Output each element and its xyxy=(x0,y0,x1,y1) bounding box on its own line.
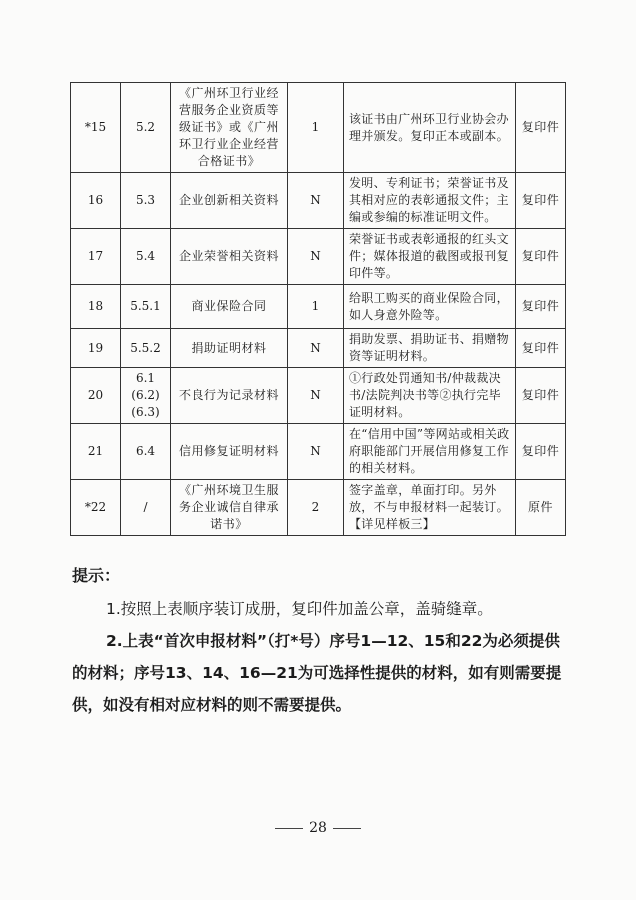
page-number-dash-right xyxy=(333,828,361,829)
cell-number: 19 xyxy=(71,329,121,368)
materials-table xyxy=(70,82,566,536)
cell-description: 捐助发票、捐助证书、捐赠物资等证明材料。 xyxy=(344,329,516,368)
cell-number: *15 xyxy=(71,83,121,173)
cell-number: 17 xyxy=(71,229,121,285)
table-row xyxy=(71,480,566,536)
cell-quantity: 1 xyxy=(288,83,344,173)
cell-copy-type: 复印件 xyxy=(516,83,566,173)
table-row xyxy=(71,368,566,424)
table-row xyxy=(71,229,566,285)
cell-copy-type: 复印件 xyxy=(516,368,566,424)
cell-number: 18 xyxy=(71,285,121,329)
cell-number: 16 xyxy=(71,173,121,229)
cell-clause: 6.4 xyxy=(121,424,171,480)
cell-material-name: 商业保险合同 xyxy=(171,285,288,329)
cell-quantity: N xyxy=(288,368,344,424)
cell-description: 荣誉证书或表彰通报的红头文件；媒体报道的截图或报刊复印件等。 xyxy=(344,229,516,285)
page-number xyxy=(0,820,636,836)
cell-clause: 6.1 (6.2) (6.3) xyxy=(121,368,171,424)
table-row xyxy=(71,329,566,368)
cell-clause: 5.4 xyxy=(121,229,171,285)
cell-clause: 5.5.1 xyxy=(121,285,171,329)
cell-description: 签字盖章，单面打印。另外放，不与申报材料一起装订。【详见样板三】 xyxy=(344,480,516,536)
table-row xyxy=(71,173,566,229)
cell-description: ①行政处罚通知书/仲裁裁决书/法院判决书等②执行完毕证明材料。 xyxy=(344,368,516,424)
cell-material-name: 《广州环卫行业经营服务企业资质等级证书》或《广州环卫行业企业经营合格证书》 xyxy=(171,83,288,173)
cell-copy-type: 复印件 xyxy=(516,424,566,480)
cell-clause: 5.5.2 xyxy=(121,329,171,368)
cell-description: 给职工购买的商业保险合同，如人身意外险等。 xyxy=(344,285,516,329)
table-row xyxy=(71,83,566,173)
cell-material-name: 《广州环境卫生服务企业诚信自律承诺书》 xyxy=(171,480,288,536)
table-row xyxy=(71,424,566,480)
cell-description: 该证书由广州环卫行业协会办理并颁发。复印正本或副本。 xyxy=(344,83,516,173)
materials-table-body xyxy=(71,83,566,536)
cell-number: 21 xyxy=(71,424,121,480)
cell-copy-type: 复印件 xyxy=(516,285,566,329)
cell-clause: 5.3 xyxy=(121,173,171,229)
cell-description: 在“信用中国”等网站或相关政府职能部门开展信用修复工作的相关材料。 xyxy=(344,424,516,480)
cell-number: *22 xyxy=(71,480,121,536)
cell-material-name: 信用修复证明材料 xyxy=(171,424,288,480)
cell-material-name: 企业创新相关资料 xyxy=(171,173,288,229)
cell-material-name: 企业荣誉相关资料 xyxy=(171,229,288,285)
cell-copy-type: 原件 xyxy=(516,480,566,536)
cell-copy-type: 复印件 xyxy=(516,173,566,229)
cell-quantity: N xyxy=(288,329,344,368)
cell-quantity: N xyxy=(288,424,344,480)
cell-quantity: N xyxy=(288,173,344,229)
cell-quantity: N xyxy=(288,229,344,285)
cell-copy-type: 复印件 xyxy=(516,329,566,368)
table-row xyxy=(71,285,566,329)
notes-title: 提示： xyxy=(72,566,121,585)
cell-copy-type: 复印件 xyxy=(516,229,566,285)
cell-description: 发明、专利证书；荣誉证书及其相对应的表彰通报文件；主编或参编的标准证明文件。 xyxy=(344,173,516,229)
note-line-1: 1.按照上表顺序装订成册，复印件加盖公章，盖骑缝章。 xyxy=(106,600,493,618)
cell-quantity: 1 xyxy=(288,285,344,329)
cell-quantity: 2 xyxy=(288,480,344,536)
page-number-dash-left xyxy=(275,828,303,829)
cell-number: 20 xyxy=(71,368,121,424)
cell-clause: 5.2 xyxy=(121,83,171,173)
cell-material-name: 捐助证明材料 xyxy=(171,329,288,368)
page-number-value: 28 xyxy=(309,820,327,836)
cell-material-name: 不良行为记录材料 xyxy=(171,368,288,424)
cell-clause: / xyxy=(121,480,171,536)
note-line-2: 2.上表“首次申报材料”（打*号）序号1—12、15和22为必须提供的材料；序号13、14、16—21为可选择性提供的材料，如有则需要提供，如没有相对应材料的则不需要提供。 xyxy=(72,632,562,714)
